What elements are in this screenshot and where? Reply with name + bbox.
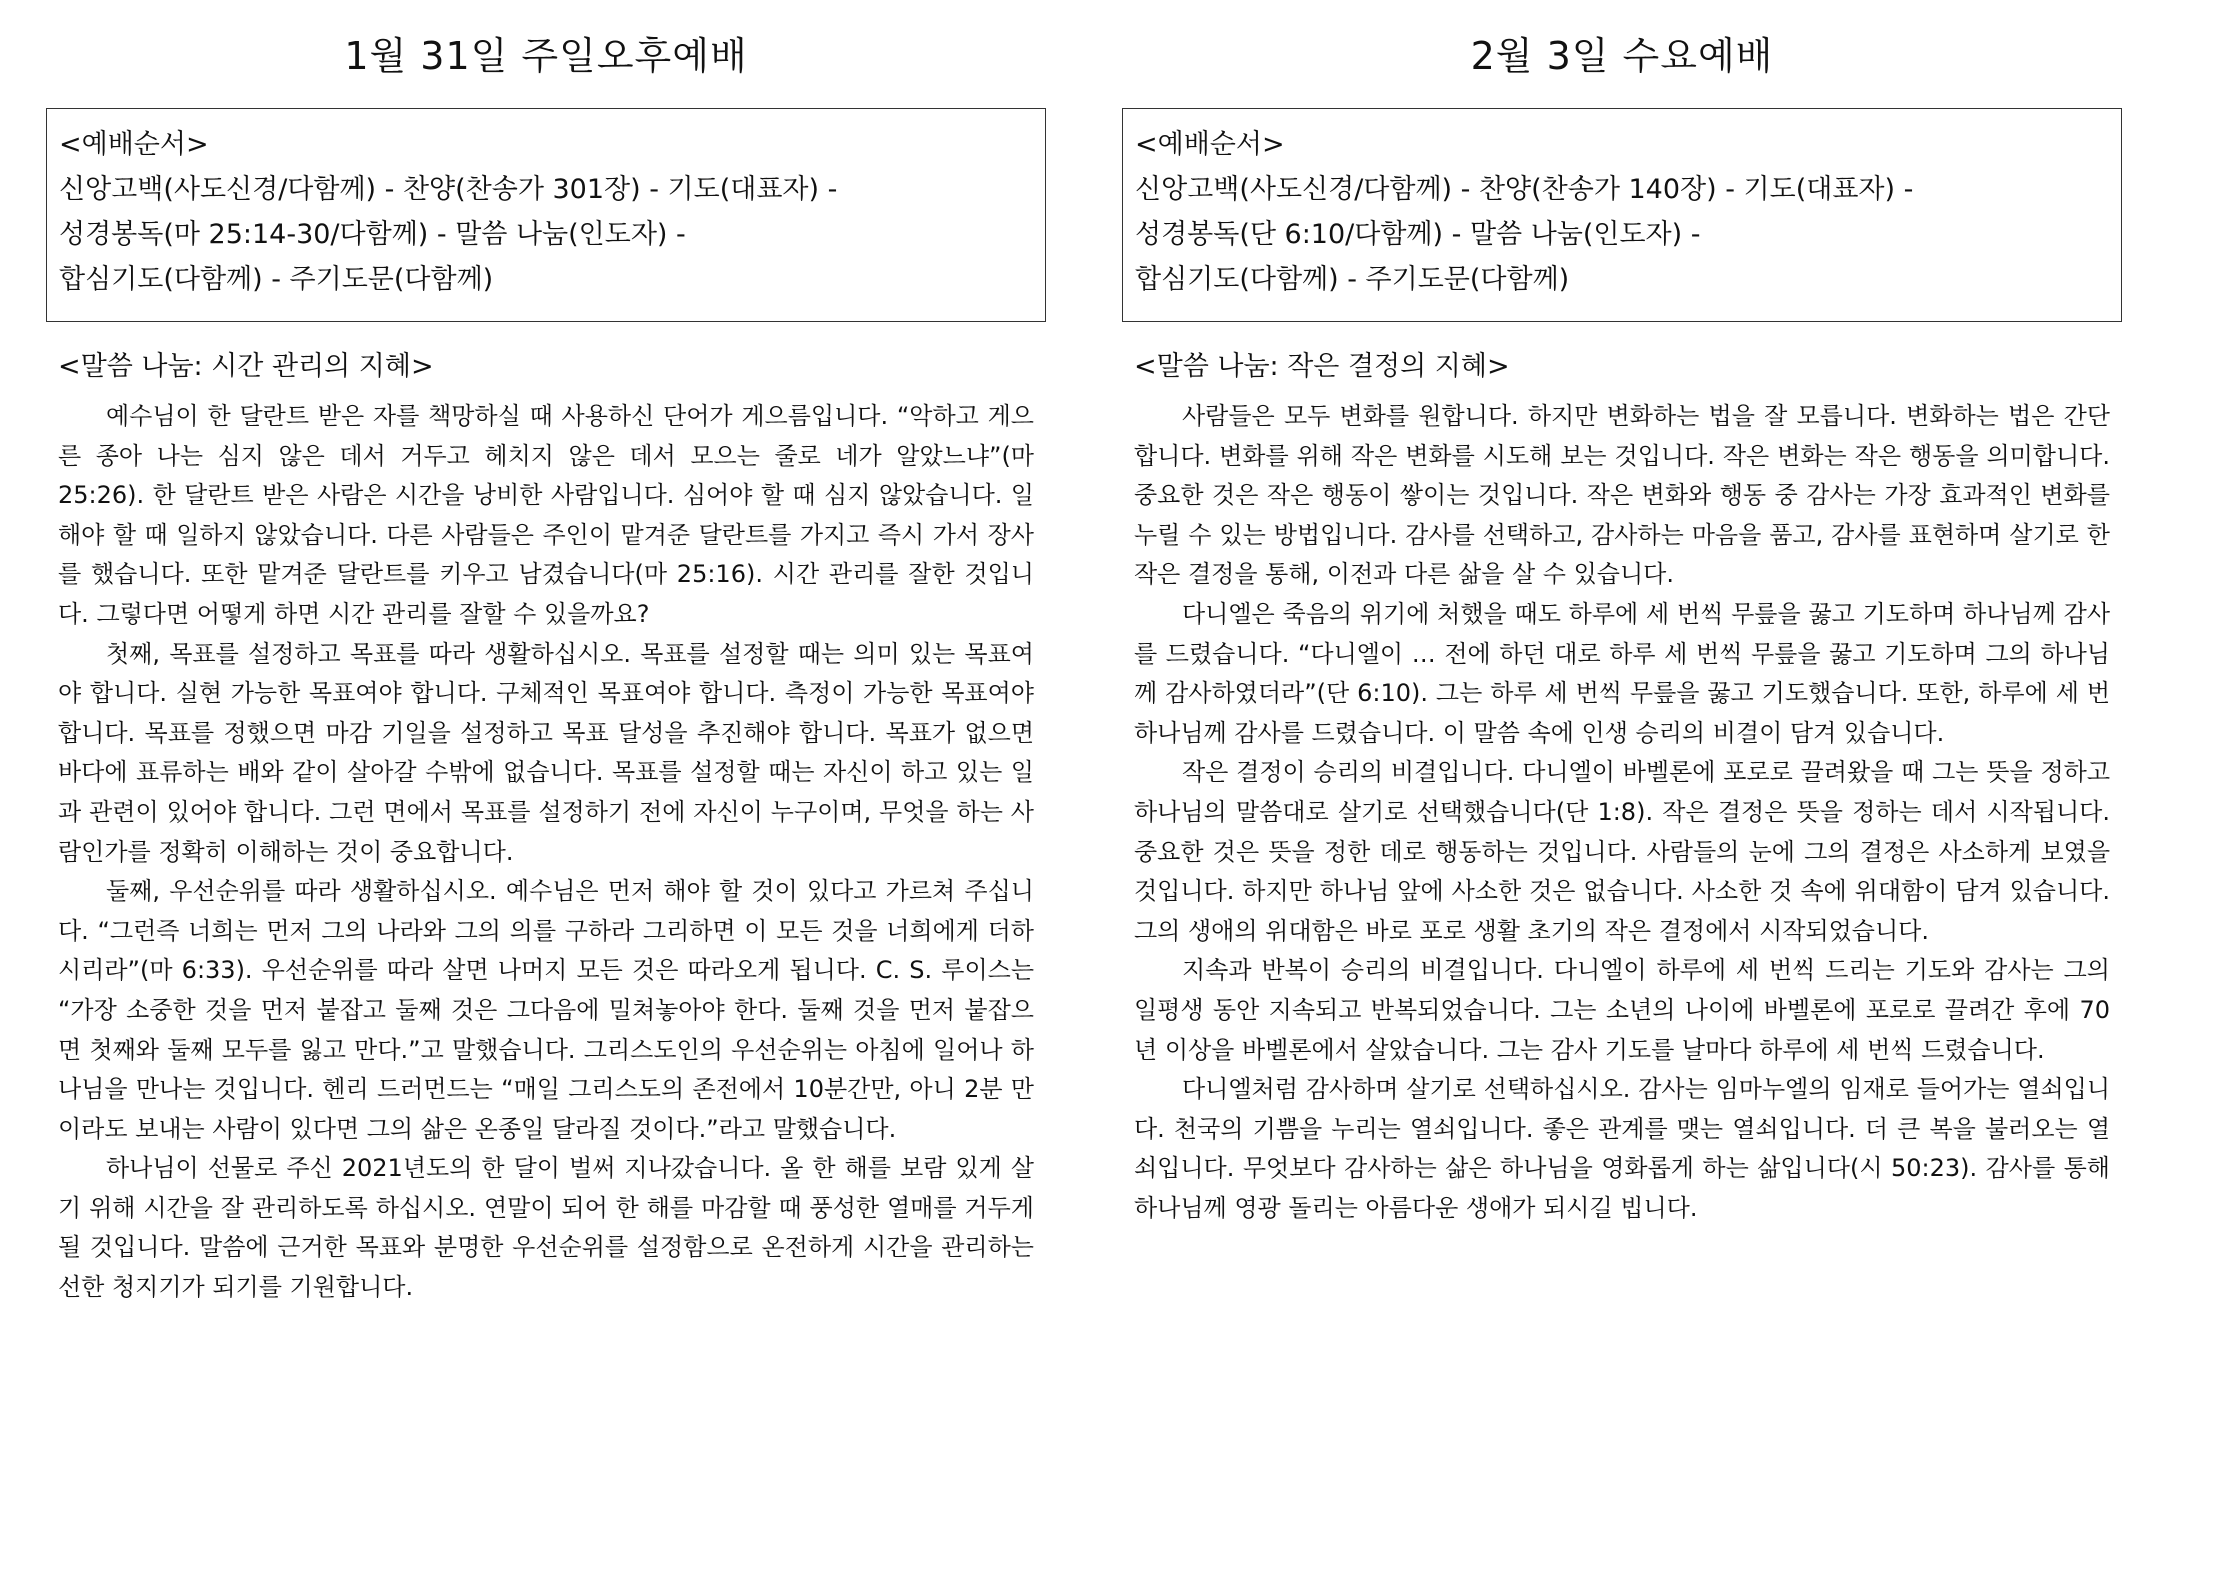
sermon-title: <말씀 나눔: 시간 관리의 지혜> bbox=[58, 351, 434, 382]
worship-order-line: 성경봉독(단 6:10/다함께) - 말씀 나눔(인도자) - bbox=[1135, 219, 1701, 250]
worship-order-line: 신앙고백(사도신경/다함께) - 찬양(찬송가 301장) - 기도(대표자) - bbox=[59, 174, 838, 205]
worship-order-line: 성경봉독(마 25:14-30/다함께) - 말씀 나눔(인도자) - bbox=[59, 219, 686, 250]
page-title: 2월 3일 수요예배 bbox=[1470, 34, 1774, 78]
worship-order-line: 합심기도(다함께) - 주기도문(다함께) bbox=[1135, 264, 1570, 295]
sermon-paragraph: 다니엘처럼 감사하며 살기로 선택하십시오. 감사는 임마누엘의 임재로 들어가는 열쇠입니다. 천국의 기쁨을 누리는 열쇠입니다. 좋은 관계를 맺는 열쇠입니다. 더 큰 복을 불러오는 열쇠입니다. 무엇보다 감사하는 삶은 하나님을 영화롭게 하는 삶입니다(시 50:23). 감사를 통해 하나님께 영광 돌리는 아름다운 생애가 되시길 빕니다. bbox=[1134, 1075, 2110, 1222]
worship-order-heading: <예배순서> bbox=[1135, 129, 1285, 160]
worship-order-box bbox=[1122, 108, 2122, 322]
sermon-paragraph: 첫째, 목표를 설정하고 목표를 따라 생활하십시오. 목표를 설정할 때는 의미 있는 목표여야 합니다. 실현 가능한 목표여야 합니다. 구체적인 목표여야 합니다. 측정이 가능한 목표여야 합니다. 목표를 정했으면 마감 기일을 설정하고 목표 달성을 추진해야 합니다. 목표가 없으면 바다에 표류하는 배와 같이 살아갈 수밖에 없습니다. 목표를 설정할 때는 자신이 하고 있는 일과 관련이 있어야 합니다. 그런 면에서 목표를 설정하기 전에 자신이 누구이며, 무엇을 하는 사람인가를 정확히 이해하는 것이 중요합니다. bbox=[58, 639, 1034, 866]
sermon-paragraph: 지속과 반복이 승리의 비결입니다. 다니엘이 하루에 세 번씩 드리는 기도와 감사는 그의 일평생 동안 지속되고 반복되었습니다. 그는 소년의 나이에 바벨론에 포로로 끌려간 후에 70년 이상을 바벨론에서 살았습니다. 그는 감사 기도를 날마다 하루에 세 번씩 드렸습니다. bbox=[1134, 956, 2110, 1064]
worship-order-line: 신앙고백(사도신경/다함께) - 찬양(찬송가 140장) - 기도(대표자) - bbox=[1135, 174, 1914, 205]
worship-order-heading: <예배순서> bbox=[59, 129, 209, 160]
sermon-body bbox=[58, 397, 1034, 1308]
sermon-paragraph: 예수님이 한 달란트 받은 자를 책망하실 때 사용하신 단어가 게으름입니다. “악하고 게으른 종아 나는 심지 않은 데서 거두고 헤치지 않은 데서 모으는 줄로 네가 알았느냐”(마 25:26). 한 달란트 받은 사람은 시간을 낭비한 사람입니다. 심어야 할 때 심지 않았습니다. 일해야 할 때 일하지 않았습니다. 다른 사람들은 주인이 맡겨준 달란트를 가지고 즉시 가서 장사를 했습니다. 또한 맡겨준 달란트를 키우고 남겼습니다(마 25:16). 시간 관리를 잘한 것입니다. 그렇다면 어떻게 하면 시간 관리를 잘할 수 있을까요? bbox=[58, 402, 1034, 628]
sermon-paragraph: 둘째, 우선순위를 따라 생활하십시오. 예수님은 먼저 해야 할 것이 있다고 가르쳐 주십니다. “그런즉 너희는 먼저 그의 나라와 그의 의를 구하라 그리하면 이 모든 것을 너희에게 더하시리라”(마 6:33). 우선순위를 따라 살면 나머지 모든 것은 따라오게 됩니다. C. S. 루이스는 “가장 소중한 것을 먼저 붙잡고 둘째 것은 그다음에 밀쳐놓아야 한다. 둘째 것을 먼저 붙잡으면 첫째와 둘째 모두를 잃고 만다.”고 말했습니다. 그리스도인의 우선순위는 아침에 일어나 하나님을 만나는 것입니다. 헨리 드러먼드는 “매일 그리스도의 존전에서 10분간만, 아니 2분 만이라도 보내는 사람이 있다면 그의 삶은 온종일 달라질 것이다.”라고 말했습니다. bbox=[58, 877, 1034, 1143]
sermon-paragraph: 작은 결정이 승리의 비결입니다. 다니엘이 바벨론에 포로로 끌려왔을 때 그는 뜻을 정하고 하나님의 말씀대로 살기로 선택했습니다(단 1:8). 작은 결정은 뜻을 정하는 데서 시작됩니다. 중요한 것은 뜻을 정한 데로 행동하는 것입니다. 사람들의 눈에 그의 결정은 사소하게 보였을 것입니다. 하지만 하나님 앞에 사소한 것은 없습니다. 사소한 것 속에 위대함이 담겨 있습니다. 그의 생애의 위대함은 바로 포로 생활 초기의 작은 결정에서 시작되었습니다. bbox=[1134, 758, 2110, 945]
sermon-paragraph: 하나님이 선물로 주신 2021년도의 한 달이 벌써 지나갔습니다. 올 한 해를 보람 있게 살기 위해 시간을 잘 관리하도록 하십시오. 연말이 되어 한 해를 마감할 때 풍성한 열매를 거두게 될 것입니다. 말씀에 근거한 목표와 분명한 우선순위를 설정함으로 온전하게 시간을 관리하는 선한 청지기가 되기를 기원합니다. bbox=[58, 1154, 1034, 1302]
sermon-paragraph: 사람들은 모두 변화를 원합니다. 하지만 변화하는 법을 잘 모릅니다. 변화하는 법은 간단합니다. 변화를 위해 작은 변화를 시도해 보는 것입니다. 작은 변화는 작은 행동을 의미합니다. 중요한 것은 작은 행동이 쌓이는 것입니다. 작은 변화와 행동 중 감사는 가장 효과적인 변화를 누릴 수 있는 방법입니다. 감사를 선택하고, 감사하는 마음을 품고, 감사를 표현하며 살기로 한 작은 결정을 통해, 이전과 다른 삶을 살 수 있습니다. bbox=[1134, 402, 2110, 589]
sermon-title: <말씀 나눔: 작은 결정의 지혜> bbox=[1134, 351, 1510, 382]
sermon-body bbox=[1134, 397, 2110, 1228]
worship-order-box bbox=[46, 108, 1046, 322]
sermon-paragraph: 다니엘은 죽음의 위기에 처했을 때도 하루에 세 번씩 무릎을 꿇고 기도하며 하나님께 감사를 드렸습니다. “다니엘이 … 전에 하던 대로 하루 세 번씩 무릎을 꿇고 기도하며 그의 하나님께 감사하였더라”(단 6:10). 그는 하루 세 번씩 무릎을 꿇고 기도했습니다. 또한, 하루에 세 번 하나님께 감사를 드렸습니다. 이 말씀 속에 인생 승리의 비결이 담겨 있습니다. bbox=[1134, 599, 2110, 747]
page-title: 1월 31일 주일오후예배 bbox=[344, 34, 748, 78]
worship-order-line: 합심기도(다함께) - 주기도문(다함께) bbox=[59, 264, 494, 295]
